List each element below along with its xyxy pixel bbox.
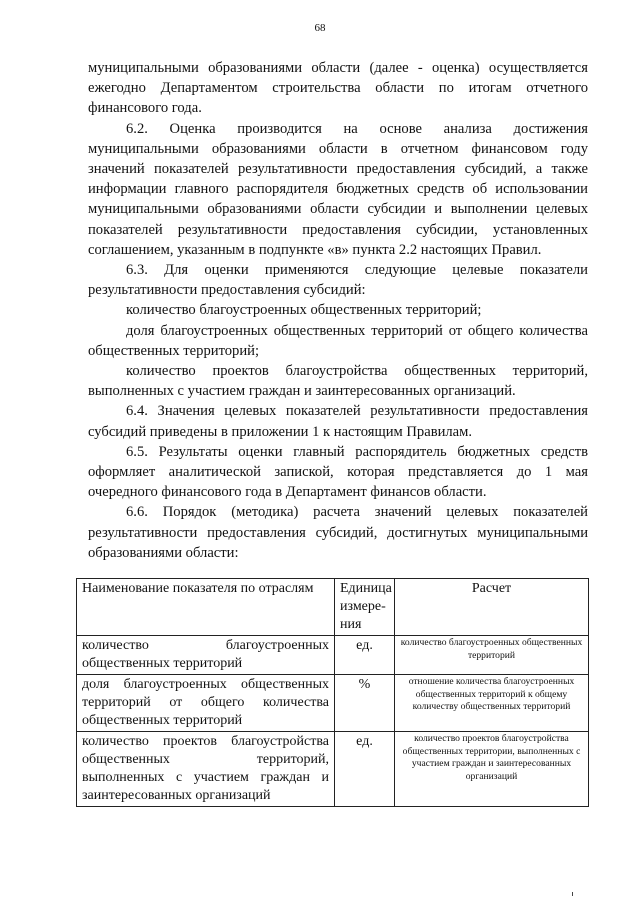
- table-row: [77, 732, 589, 807]
- page-number: 68: [314, 22, 326, 34]
- table-header-row: [77, 579, 589, 636]
- unit-cell: ед.: [335, 732, 395, 807]
- calculation-cell: отношение количества благоустроенных общественных территорий к общему количеству общественных территорий: [395, 675, 589, 732]
- paragraph-6-3: 6.3. Для оценки применяются следующие целевые показатели результативности предоставления субсидий:: [88, 262, 588, 299]
- paragraph-6-2: 6.2. Оценка производится на основе анализа достижения муниципальными образованиями области в отчетном финансовом году значений показателей результативности предоставления субсидий, а также информации главного распорядителя бюджетных средств об использовании муниципальными образованиями области субсидии и выполнении целевых показателей результативности предоставления субсидии, установленных соглашением, указанным в подпункте «в» пункта 2.2 настоящих Правил.: [88, 120, 588, 258]
- header-indicator-name: Наименование показателя по отраслям: [77, 579, 335, 636]
- paragraph-6-1-continuation: муниципальными образованиями области (далее - оценка) осуществляется ежегодно Департаментом строительства области по итогам отчетного финансового года.: [88, 60, 588, 117]
- indicator-list-item: количество благоустроенных общественных территорий;: [126, 302, 482, 319]
- table-row: [77, 675, 589, 732]
- paragraph-6-4: 6.4. Значения целевых показателей результативности предоставления субсидий приведены в приложении 1 к настоящим Правилам.: [88, 403, 588, 440]
- calculation-cell: количество благоустроенных общественных территорий: [395, 636, 589, 675]
- table-row: [77, 636, 589, 675]
- unit-cell: ед.: [335, 636, 395, 675]
- header-calculation: Расчет: [395, 579, 589, 636]
- indicator-name-cell: доля благоустроенных общественных территорий от общего количества общественных территорий: [77, 675, 335, 732]
- indicator-list-item: доля благоустроенных общественных территорий от общего количества общественных территорий;: [88, 322, 588, 359]
- document-body: [88, 58, 588, 563]
- unit-cell: %: [335, 675, 395, 732]
- indicator-list-item: количество проектов благоустройства общественных территорий, выполненных с участием граждан и заинтересованных организаций.: [88, 363, 588, 400]
- paragraph-6-5: 6.5. Результаты оценки главный распорядитель бюджетных средств оформляет аналитической запиской, которая представляется до 1 мая очередного финансового года в Департамент финансов области.: [88, 443, 588, 501]
- scan-artifact-mark: [572, 892, 573, 896]
- paragraph-6-6: 6.6. Порядок (методика) расчета значений целевых показателей результативности предоставления субсидий, достигнутых муниципальными образованиями области:: [88, 504, 588, 561]
- indicator-name-cell: количество проектов благоустройства общественных территорий, выполненных с участием граждан и заинтересованных организаций: [77, 732, 335, 807]
- indicator-name-cell: количество благоустроенных общественных территорий: [77, 636, 335, 675]
- header-unit: Единица измере-ния: [335, 579, 395, 636]
- calculation-cell: количество проектов благоустройства общественных территории, выполненных с участием граждан и заинтересованных организаций: [395, 732, 589, 807]
- indicators-table: [76, 578, 589, 807]
